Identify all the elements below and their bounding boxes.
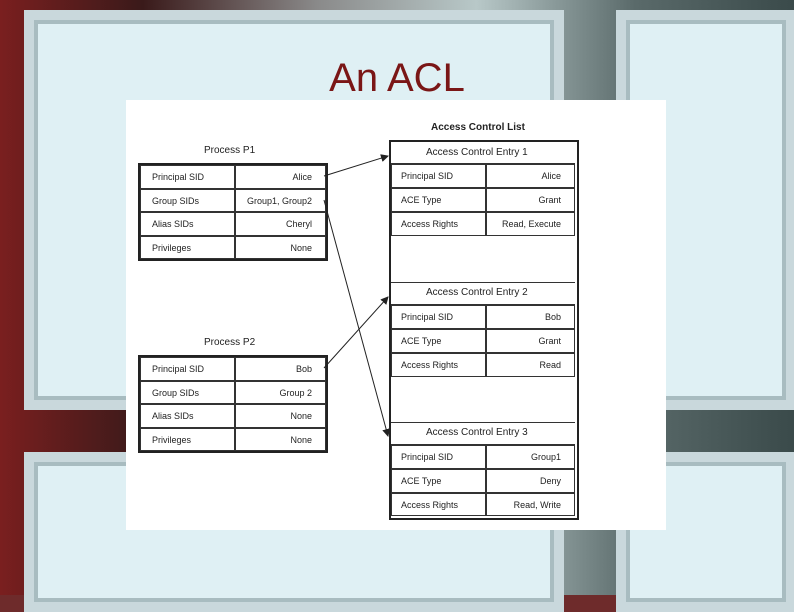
- acl-heading: Access Control List: [431, 122, 525, 133]
- row-value: Alice: [292, 172, 312, 182]
- row-value: None: [290, 243, 312, 253]
- row-label: Alias SIDs: [152, 411, 194, 421]
- row-label: Access Rights: [401, 360, 459, 370]
- row-value: None: [290, 411, 312, 421]
- row-label: Principal SID: [401, 452, 454, 462]
- row-value: Deny: [539, 476, 561, 486]
- row-label: Access Rights: [401, 219, 459, 229]
- row-value: Bob: [295, 364, 312, 374]
- row-label: Principal SID: [401, 171, 454, 181]
- process-title: Process P1: [204, 145, 256, 156]
- row-value: Read: [539, 360, 561, 370]
- row-value: Alice: [541, 171, 561, 181]
- process-title: Process P2: [204, 337, 256, 348]
- row-label: Privileges: [152, 435, 192, 445]
- row-label: Alias SIDs: [152, 219, 194, 229]
- row-label: Access Rights: [401, 500, 459, 510]
- row-value: Group 2: [279, 388, 312, 398]
- row-value: Grant: [538, 336, 561, 346]
- row-label: Group SIDs: [152, 388, 200, 398]
- row-value: Group1: [530, 452, 561, 462]
- row-label: ACE Type: [401, 336, 442, 346]
- row-value: Group1, Group2: [246, 196, 312, 206]
- acl-diagram: [126, 100, 666, 530]
- row-label: Principal SID: [401, 312, 454, 322]
- row-label: ACE Type: [401, 195, 442, 205]
- row-value: None: [290, 435, 312, 445]
- ace-title: Access Control Entry 3: [426, 427, 528, 438]
- row-value: Bob: [544, 312, 561, 322]
- row-label: Principal SID: [152, 172, 205, 182]
- row-label: ACE Type: [401, 476, 442, 486]
- arrow-p2-to-ace2: [324, 297, 388, 368]
- arrow-layer: [126, 100, 666, 530]
- row-label: Principal SID: [152, 364, 205, 374]
- ace-title: Access Control Entry 1: [426, 147, 528, 158]
- row-value: Cheryl: [285, 219, 312, 229]
- ace-title: Access Control Entry 2: [426, 287, 528, 298]
- row-label: Privileges: [152, 243, 192, 253]
- row-label: Group SIDs: [152, 196, 200, 206]
- slide-title: An ACL: [329, 56, 465, 100]
- row-value: Read, Execute: [501, 219, 561, 229]
- row-value: Grant: [538, 195, 561, 205]
- arrow-p1-to-ace1: [324, 156, 388, 176]
- arrow-p1-to-ace3: [324, 200, 388, 436]
- row-value: Read, Write: [513, 500, 561, 510]
